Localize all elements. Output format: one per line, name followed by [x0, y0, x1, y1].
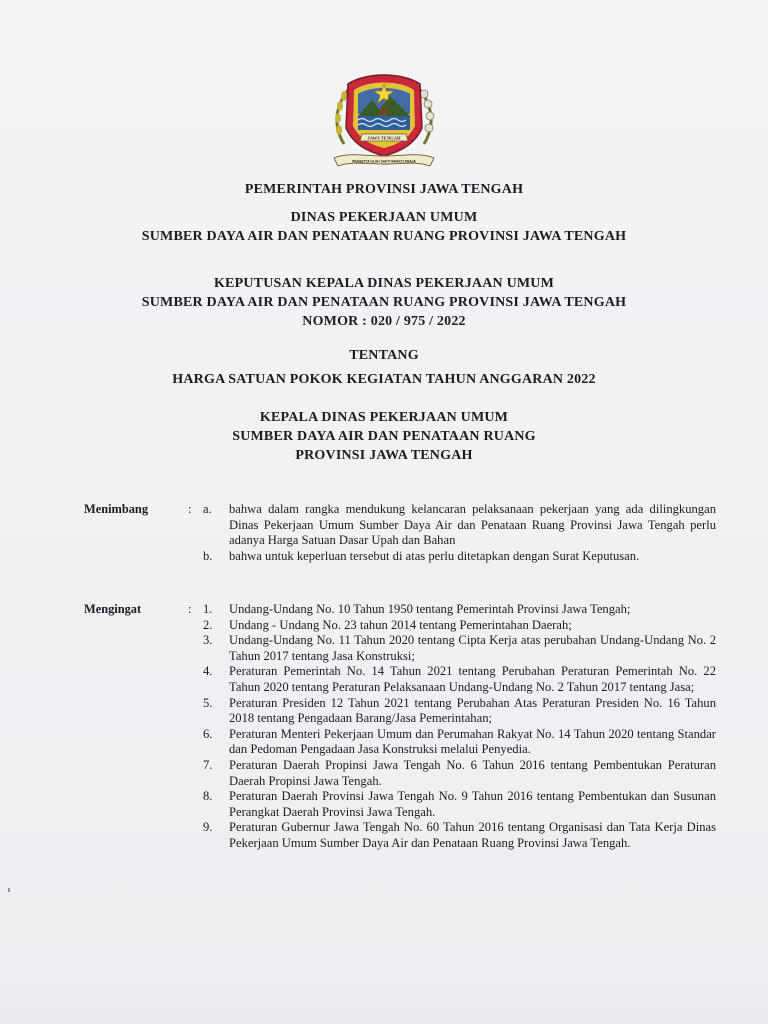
mengingat-section	[84, 602, 716, 852]
decree-title-line1: KEPUTUSAN KEPALA DINAS PEKERJAAN UMUM	[213, 276, 555, 291]
list-item-marker: 6.	[203, 726, 213, 741]
official-title-line3: PROVINSI JAWA TENGAH	[295, 448, 473, 463]
list-item-marker: 4.	[203, 664, 213, 679]
list-item-marker: 8.	[203, 789, 213, 804]
jawa-tengah-emblem-logo	[328, 70, 440, 176]
list-item-text: Peraturan Daerah Provinsi Jawa Tengah No. 9 Tahun 2016 tentang Pembentukan dan Susunan Perangkat Daerah Provinsi Jawa Tengah.	[229, 789, 716, 819]
list-item	[203, 726, 716, 758]
list-item-marker: 5.	[203, 695, 213, 710]
agency-title-line2: SUMBER DAYA AIR DAN PENATAAN RUANG PROVINSI JAWA TENGAH	[141, 229, 627, 244]
list-item-marker: b.	[203, 548, 213, 563]
list-item	[203, 695, 716, 727]
decree-title-line2: SUMBER DAYA AIR DAN PENATAAN RUANG PROVINSI JAWA TENGAH	[141, 295, 627, 310]
menimbang-section	[84, 502, 716, 564]
list-item	[203, 548, 716, 565]
list-item-marker: 7.	[203, 757, 213, 772]
list-item	[203, 820, 716, 851]
list-item-text: bahwa untuk keperluan tersebut di atas perlu ditetapkan dengan Surat Keputusan.	[229, 548, 640, 563]
ribbon-top-text: JAWA TENGAH	[367, 135, 401, 141]
list-item-marker: 2.	[203, 617, 213, 632]
official-title-line1: KEPALA DINAS PEKERJAAN UMUM	[259, 410, 509, 425]
menimbang-colon: :	[188, 502, 192, 516]
list-item-text: Peraturan Presiden 12 Tahun 2021 tentang Perubahan Atas Peraturan Presiden No. 16 Tahun 2018 tentang Pengadaan Barang/Jasa Pemerintahan;	[229, 695, 716, 726]
list-item-marker: 9.	[203, 820, 213, 835]
list-item-text: Peraturan Menteri Pekerjaan Umum dan Perumahan Rakyat No. 14 Tahun 2020 tentang Standar dan Pedoman Pengadaan Jasa Konstruksi melalui Penyedia.	[229, 726, 716, 757]
scan-speck	[8, 888, 10, 892]
list-item-marker: a.	[203, 502, 212, 516]
list-item-text: Undang-Undang No. 10 Tahun 1950 tentang Pemerintah Provinsi Jawa Tengah;	[229, 602, 631, 616]
list-item	[203, 789, 716, 820]
about-label: TENTANG	[349, 348, 419, 363]
list-item-marker: 1.	[203, 602, 213, 616]
decree-number: NOMOR : 020 / 975 / 2022	[302, 314, 466, 329]
agency-title-line1: DINAS PEKERJAAN UMUM	[290, 210, 478, 225]
mengingat-label: Mengingat	[84, 602, 142, 616]
list-item	[203, 502, 716, 549]
list-item	[203, 664, 716, 695]
list-item-text: Undang - Undang No. 23 tahun 2014 tentang Pemerintahan Daerah;	[229, 617, 572, 632]
menimbang-label: Menimbang	[84, 502, 149, 516]
official-title-line2: SUMBER DAYA AIR DAN PENATAAN RUANG	[232, 429, 536, 444]
list-item	[203, 617, 716, 634]
decree-subject: HARGA SATUAN POKOK KEGIATAN TAHUN ANGGARAN 2022	[172, 372, 596, 387]
list-item-text: Peraturan Pemerintah No. 14 Tahun 2021 tentang Perubahan Peraturan Pemerintah No. 22 Tahun 2020 tentang Peraturan Pelaksanaan Undang-Undang No. 2 Tahun 2017 tentang Jasa;	[229, 664, 716, 694]
motto-ribbon-text: PRASETYA ULAH SAKTI BHAKTI PRAJA	[352, 159, 416, 164]
list-item-marker: 3.	[203, 633, 213, 648]
list-item-text: bahwa dalam rangka mendukung kelancaran pelaksanaan pekerjaan yang ada dilingkungan Dinas Pekerjaan Umum Sumber Daya Air dan Penataan Ruang Provinsi Jawa Tengah perlu adanya Harga Satuan Dasar Upah dan Bahan	[229, 502, 716, 548]
list-item	[203, 633, 716, 664]
government-title: PEMERINTAH PROVINSI JAWA TENGAH	[244, 182, 524, 197]
list-item-text: Peraturan Gubernur Jawa Tengah No. 60 Tahun 2016 tentang Organisasi dan Tata Kerja Dinas Pekerjaan Umum Sumber Daya Air dan Penataan Ruang Provinsi Jawa Tengah.	[229, 820, 716, 850]
list-item-text: Peraturan Daerah Propinsi Jawa Tengah No. 6 Tahun 2016 tentang Pembentukan Peraturan Daerah Propinsi Jawa Tengah.	[229, 757, 716, 788]
list-item	[203, 757, 716, 789]
mengingat-colon: :	[188, 602, 192, 616]
scan-bottom-band	[0, 962, 768, 1024]
list-item-text: Undang-Undang No. 11 Tahun 2020 tentang Cipta Kerja atas perubahan Undang-Undang No. 2 Tahun 2017 tentang Jasa Konstruksi;	[229, 633, 716, 663]
list-item	[203, 602, 716, 618]
